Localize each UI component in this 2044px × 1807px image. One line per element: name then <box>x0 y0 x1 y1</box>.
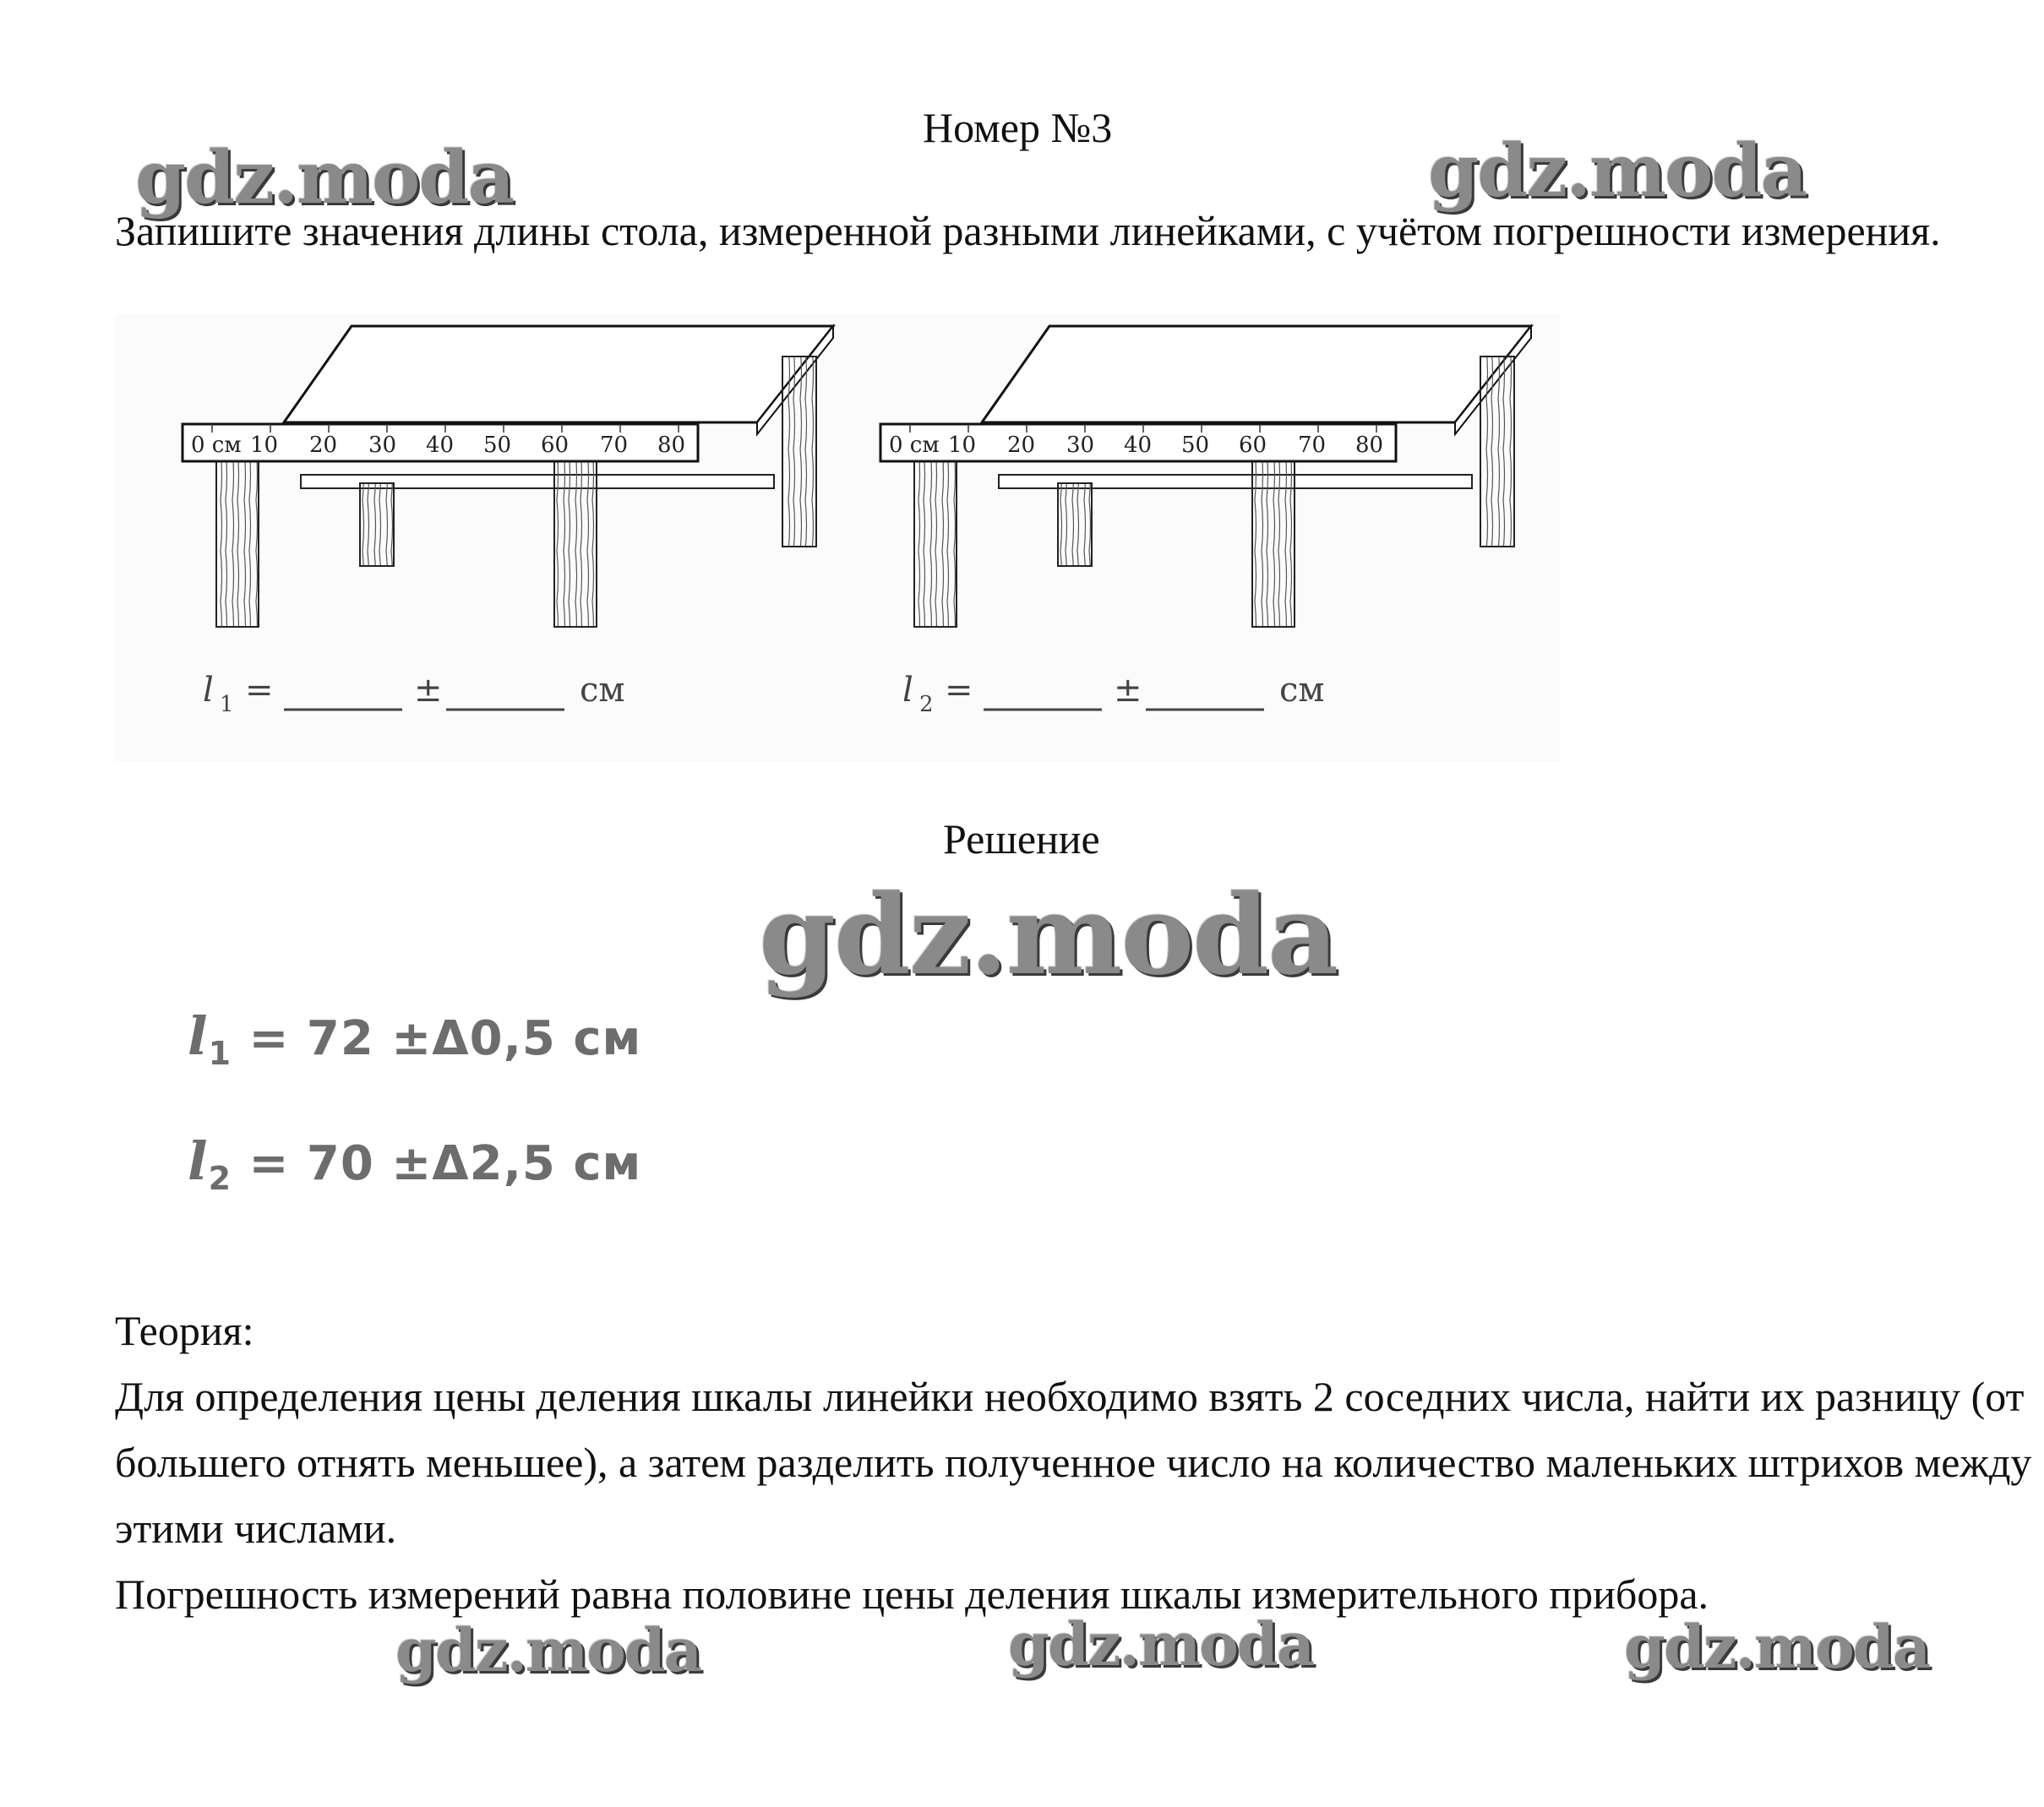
ruler-2-label-20: 20 <box>1007 433 1036 458</box>
ruler-2-label-50: 50 <box>1181 433 1210 458</box>
answer-1: $l_1 = 72 \pm\Delta 0,5$ см <box>188 1005 642 1073</box>
ruler-2-label-70: 70 <box>1298 433 1327 458</box>
svg-text:1: 1 <box>220 692 234 717</box>
svg-text:см: см <box>1279 671 1325 710</box>
ruler-1-label-10: 10 <box>250 433 279 458</box>
solution-heading: Решение <box>943 815 1100 863</box>
ruler-1-label-40: 40 <box>426 433 455 458</box>
svg-text:l: l <box>902 671 913 710</box>
svg-text:2: 2 <box>919 692 934 717</box>
ruler-2-label-80: 80 <box>1355 433 1384 458</box>
page-title: Номер №3 <box>923 104 1113 151</box>
ruler-1-label-70: 70 <box>600 433 629 458</box>
watermark-logo: gdz.moda <box>1624 1612 1930 1682</box>
theory-paragraph-1: Для определения цены деления шкалы линейки необходимо взять 2 соседних числа, найти их разницу (от большего отнять меньшее), а затем разделить полученное число на количество маленьких штрихов между этими числами. <box>115 1373 2032 1552</box>
table-2 <box>880 326 1531 627</box>
ruler-1-label-80: 80 <box>657 433 686 458</box>
ruler-1-label-20: 20 <box>309 433 338 458</box>
formula-1 <box>203 671 625 717</box>
ruler-2-label-30: 30 <box>1066 433 1095 458</box>
ruler-2-label-40: 40 <box>1124 433 1153 458</box>
watermark-logo: gdz.moda <box>759 870 1338 999</box>
tables-illustration <box>115 314 1560 762</box>
watermark-logo: gdz.moda <box>1428 128 1807 214</box>
answer-2: $l_2 = 70 \pm\Delta 2,5$ см <box>188 1130 642 1198</box>
theory-section <box>115 1298 2044 1627</box>
ruler-1-label-30: 30 <box>368 433 397 458</box>
ruler-1-label-0: 0 см <box>191 433 242 458</box>
svg-text:см: см <box>580 671 625 710</box>
table-figure <box>115 314 1560 762</box>
ruler-2-label-60: 60 <box>1239 433 1267 458</box>
svg-text:l: l <box>203 671 214 710</box>
ruler-1-label-60: 60 <box>541 433 570 458</box>
svg-text:±: ± <box>1114 671 1142 710</box>
ruler-2-label-0: 0 см <box>889 433 940 458</box>
ruler-2-label-10: 10 <box>948 433 977 458</box>
formula-2 <box>902 671 1325 717</box>
svg-text:=: = <box>945 671 973 710</box>
svg-text:±: ± <box>414 671 443 710</box>
svg-text:=: = <box>245 671 274 710</box>
watermark-logo: gdz.moda <box>1008 1609 1314 1679</box>
theory-heading: Теория: <box>115 1307 254 1354</box>
theory-paragraph-2: Погрешность измерений равна половине цены деления шкалы измерительного прибора. <box>115 1570 1709 1618</box>
watermark-logo: gdz.moda <box>395 1615 701 1685</box>
task-text: Запишите значения длины стола, измеренной разными линейками, с учётом погрешности измерения. <box>115 207 1941 254</box>
watermark-logo: gdz.moda <box>135 135 514 220</box>
ruler-1-label-50: 50 <box>483 433 512 458</box>
table-1 <box>183 326 833 627</box>
